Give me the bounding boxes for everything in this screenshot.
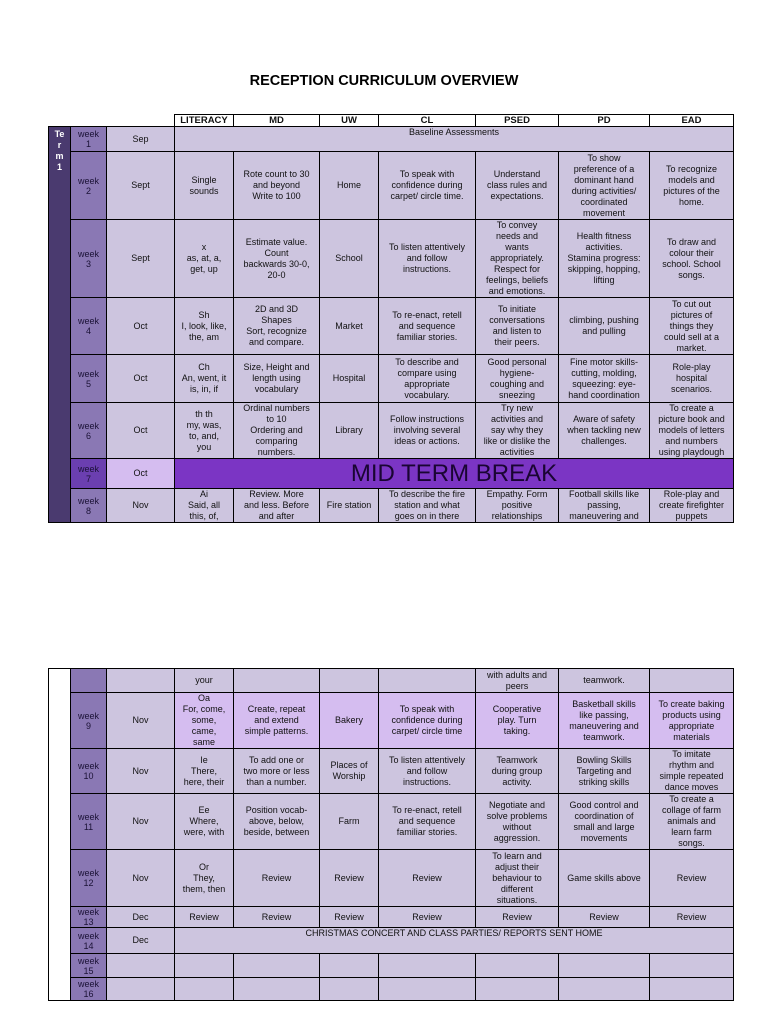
cell-literacy: th th my, was, to, and, you (175, 403, 234, 459)
cell-literacy: Ie There, here, their (175, 749, 234, 794)
cell-pd: Health fitness activities. Stamina progress: skipping, hopping, lifting (559, 220, 650, 298)
cell-cl: To speak with confidence during carpet/ circle time. (379, 152, 476, 220)
cell-pd: Aware of safety when tackling new challenges. (559, 403, 650, 459)
cell-pd (559, 978, 650, 1001)
cell-md (234, 954, 320, 978)
header-spacer (49, 115, 175, 127)
cell-pd: To show preference of a dominant hand during activities/ coordinated movement (559, 152, 650, 220)
cell-literacy (175, 954, 234, 978)
header-cl: CL (379, 115, 476, 127)
cell-literacy: Ai Said, all this, of, (175, 489, 234, 523)
cell-ead: Review (650, 850, 734, 907)
month-cell: Sept (107, 152, 175, 220)
header-ead: EAD (650, 115, 734, 127)
table-row (49, 355, 734, 403)
cell-pd: Basketball skills like passing, maneuvering and teamwork. (559, 693, 650, 749)
cell-pd: Good control and coordination of small and large movements (559, 794, 650, 850)
week-cell: week 8 (71, 489, 107, 523)
cell-uw: Bakery (320, 693, 379, 749)
cell-ead (650, 978, 734, 1001)
mid-term-break-banner: MID TERM BREAK (175, 459, 734, 489)
cell-psed: Empathy. Form positive relationships (476, 489, 559, 523)
month-cell: Nov (107, 489, 175, 523)
cell-ead: To recognize models and pictures of the home. (650, 152, 734, 220)
cell-literacy: x as, at, a, get, up (175, 220, 234, 298)
cell-md: 2D and 3D Shapes Sort, recognize and compare. (234, 298, 320, 355)
week-cell (71, 669, 107, 693)
table-row (49, 907, 734, 928)
cell-md: Review (234, 850, 320, 907)
cell-uw: Library (320, 403, 379, 459)
cell-cl: To describe the fire station and what goes on in there (379, 489, 476, 523)
week-cell: week 6 (71, 403, 107, 459)
cell-md (234, 978, 320, 1001)
document-title: RECEPTION CURRICULUM OVERVIEW (249, 73, 519, 89)
cell-pd: climbing, pushing and pulling (559, 298, 650, 355)
cell-cl: To describe and compare using appropriate vocabulary. (379, 355, 476, 403)
cell-psed: To initiate conversations and listen to their peers. (476, 298, 559, 355)
month-cell: Dec (107, 928, 175, 954)
cell-psed: Understand class rules and expectations. (476, 152, 559, 220)
month-cell (107, 954, 175, 978)
cell-psed: Review (476, 907, 559, 928)
week-cell: week 13 (71, 907, 107, 928)
table-row (49, 693, 734, 749)
cell-ead: To draw and colour their school. School songs. (650, 220, 734, 298)
week-cell: week 4 (71, 298, 107, 355)
cell-cl (379, 978, 476, 1001)
week-cell: week 15 (71, 954, 107, 978)
month-cell: Sept (107, 220, 175, 298)
cell-cl: To speak with confidence during carpet/ circle time (379, 693, 476, 749)
week-cell: week 14 (71, 928, 107, 954)
cell-md: Create, repeat and extend simple patterns. (234, 693, 320, 749)
cell-ead: To create a collage of farm animals and learn farm songs. (650, 794, 734, 850)
table-row (49, 850, 734, 907)
cell-ead (650, 669, 734, 693)
cell-cl: To listen attentively and follow instructions. (379, 749, 476, 794)
curriculum-table-part-2 (48, 668, 734, 1001)
cell-psed (476, 954, 559, 978)
cell-md: To add one or two more or less than a number. (234, 749, 320, 794)
week-cell: week 11 (71, 794, 107, 850)
cell-uw: Home (320, 152, 379, 220)
cell-psed: Try new activities and say why they like or dislike the activities (476, 403, 559, 459)
week-cell: week 3 (71, 220, 107, 298)
month-cell (107, 669, 175, 693)
cell-ead: Role-play hospital scenarios. (650, 355, 734, 403)
table-row (49, 749, 734, 794)
table-row (49, 954, 734, 978)
month-cell: Oct (107, 298, 175, 355)
table-row (49, 669, 734, 693)
cell-literacy: Ee Where, were, with (175, 794, 234, 850)
cell-md: Review. More and less. Before and after (234, 489, 320, 523)
cell-uw (320, 669, 379, 693)
cell-uw: Fire station (320, 489, 379, 523)
month-cell: Oct (107, 459, 175, 489)
cell-ead: To create a picture book and models of letters and numbers using playdough (650, 403, 734, 459)
month-cell: Nov (107, 794, 175, 850)
header-psed: PSED (476, 115, 559, 127)
cell-pd: Fine motor skills- cutting, molding, squeezing: eye- hand coordination (559, 355, 650, 403)
cell-md: Estimate value. Count backwards 30-0, 20-0 (234, 220, 320, 298)
cell-psed: To learn and adjust their behaviour to different situations. (476, 850, 559, 907)
cell-uw: Hospital (320, 355, 379, 403)
table-row (49, 127, 734, 152)
week-cell: week 16 (71, 978, 107, 1001)
cell-cl: To re-enact, retell and sequence familiar stories. (379, 794, 476, 850)
month-cell: Oct (107, 355, 175, 403)
cell-literacy: Single sounds (175, 152, 234, 220)
week-cell: week 12 (71, 850, 107, 907)
cell-cl: Follow instructions involving several ideas or actions. (379, 403, 476, 459)
cell-cl (379, 669, 476, 693)
table-row (49, 298, 734, 355)
cell-uw: Farm (320, 794, 379, 850)
cell-literacy: Or They, them, then (175, 850, 234, 907)
cell-pd: Review (559, 907, 650, 928)
week-cell: week 10 (71, 749, 107, 794)
week-cell: week 7 (71, 459, 107, 489)
cell-md: Size, Height and length using vocabulary (234, 355, 320, 403)
table-row (49, 794, 734, 850)
cell-uw: Places of Worship (320, 749, 379, 794)
cell-uw: Market (320, 298, 379, 355)
cell-uw: Review (320, 850, 379, 907)
cell-uw: School (320, 220, 379, 298)
cell-ead: Review (650, 907, 734, 928)
header-md: MD (234, 115, 320, 127)
month-cell: Nov (107, 749, 175, 794)
cell-md (234, 669, 320, 693)
cell-uw: Review (320, 907, 379, 928)
cell-uw (320, 954, 379, 978)
term-label: Te r m 1 (49, 127, 71, 523)
table-row (49, 403, 734, 459)
cell-psed: Negotiate and solve problems without aggression. (476, 794, 559, 850)
cell-psed: To convey needs and wants appropriately. Respect for feelings, beliefs and emotions. (476, 220, 559, 298)
table-row (49, 459, 734, 489)
cell-literacy: Ch An, went, it is, in, if (175, 355, 234, 403)
header-uw: UW (320, 115, 379, 127)
cell-md: Rote count to 30 and beyond Write to 100 (234, 152, 320, 220)
header-pd: PD (559, 115, 650, 127)
cell-literacy: your (175, 669, 234, 693)
cell-md: Position vocab- above, below, beside, between (234, 794, 320, 850)
cell-ead: Role-play and create firefighter puppets (650, 489, 734, 523)
month-cell: Oct (107, 403, 175, 459)
table-row (49, 928, 734, 954)
week-cell: week 1 (71, 127, 107, 152)
cell-cl: To listen attentively and follow instructions. (379, 220, 476, 298)
cell-pd: Game skills above (559, 850, 650, 907)
cell-literacy: Sh I, look, like, the, am (175, 298, 234, 355)
span-cell: Baseline Assessments (175, 127, 734, 152)
cell-psed: Teamwork during group activity. (476, 749, 559, 794)
month-cell (107, 978, 175, 1001)
table-row (49, 489, 734, 523)
cell-ead: To cut out pictures of things they could sell at a market. (650, 298, 734, 355)
cell-ead: To create baking products using appropriate materials (650, 693, 734, 749)
month-cell: Dec (107, 907, 175, 928)
cell-psed (476, 978, 559, 1001)
cell-literacy: Oa For, come, some, came, same (175, 693, 234, 749)
term-column (49, 669, 71, 1001)
span-cell: CHRISTMAS CONCERT AND CLASS PARTIES/ REPORTS SENT HOME (175, 928, 734, 954)
cell-cl: To re-enact, retell and sequence familiar stories. (379, 298, 476, 355)
month-cell: Nov (107, 693, 175, 749)
cell-ead (650, 954, 734, 978)
table-row (49, 152, 734, 220)
cell-psed: with adults and peers (476, 669, 559, 693)
week-cell: week 5 (71, 355, 107, 403)
month-cell: Nov (107, 850, 175, 907)
cell-cl: Review (379, 907, 476, 928)
table-row (49, 978, 734, 1001)
cell-md: Review (234, 907, 320, 928)
cell-pd (559, 954, 650, 978)
cell-md: Ordinal numbers to 10 Ordering and comparing numbers. (234, 403, 320, 459)
cell-psed: Good personal hygiene- coughing and sneezing (476, 355, 559, 403)
table-row (49, 220, 734, 298)
header-literacy: LITERACY (175, 115, 234, 127)
cell-cl: Review (379, 850, 476, 907)
week-cell: week 2 (71, 152, 107, 220)
cell-ead: To imitate rhythm and simple repeated dance moves (650, 749, 734, 794)
curriculum-table-part-1 (48, 114, 734, 523)
cell-literacy: Review (175, 907, 234, 928)
cell-psed: Cooperative play. Turn taking. (476, 693, 559, 749)
cell-cl (379, 954, 476, 978)
cell-pd: Bowling Skills Targeting and striking skills (559, 749, 650, 794)
cell-literacy (175, 978, 234, 1001)
week-cell: week 9 (71, 693, 107, 749)
month-cell: Sep (107, 127, 175, 152)
cell-pd: Football skills like passing, maneuvering and (559, 489, 650, 523)
cell-uw (320, 978, 379, 1001)
cell-pd: teamwork. (559, 669, 650, 693)
